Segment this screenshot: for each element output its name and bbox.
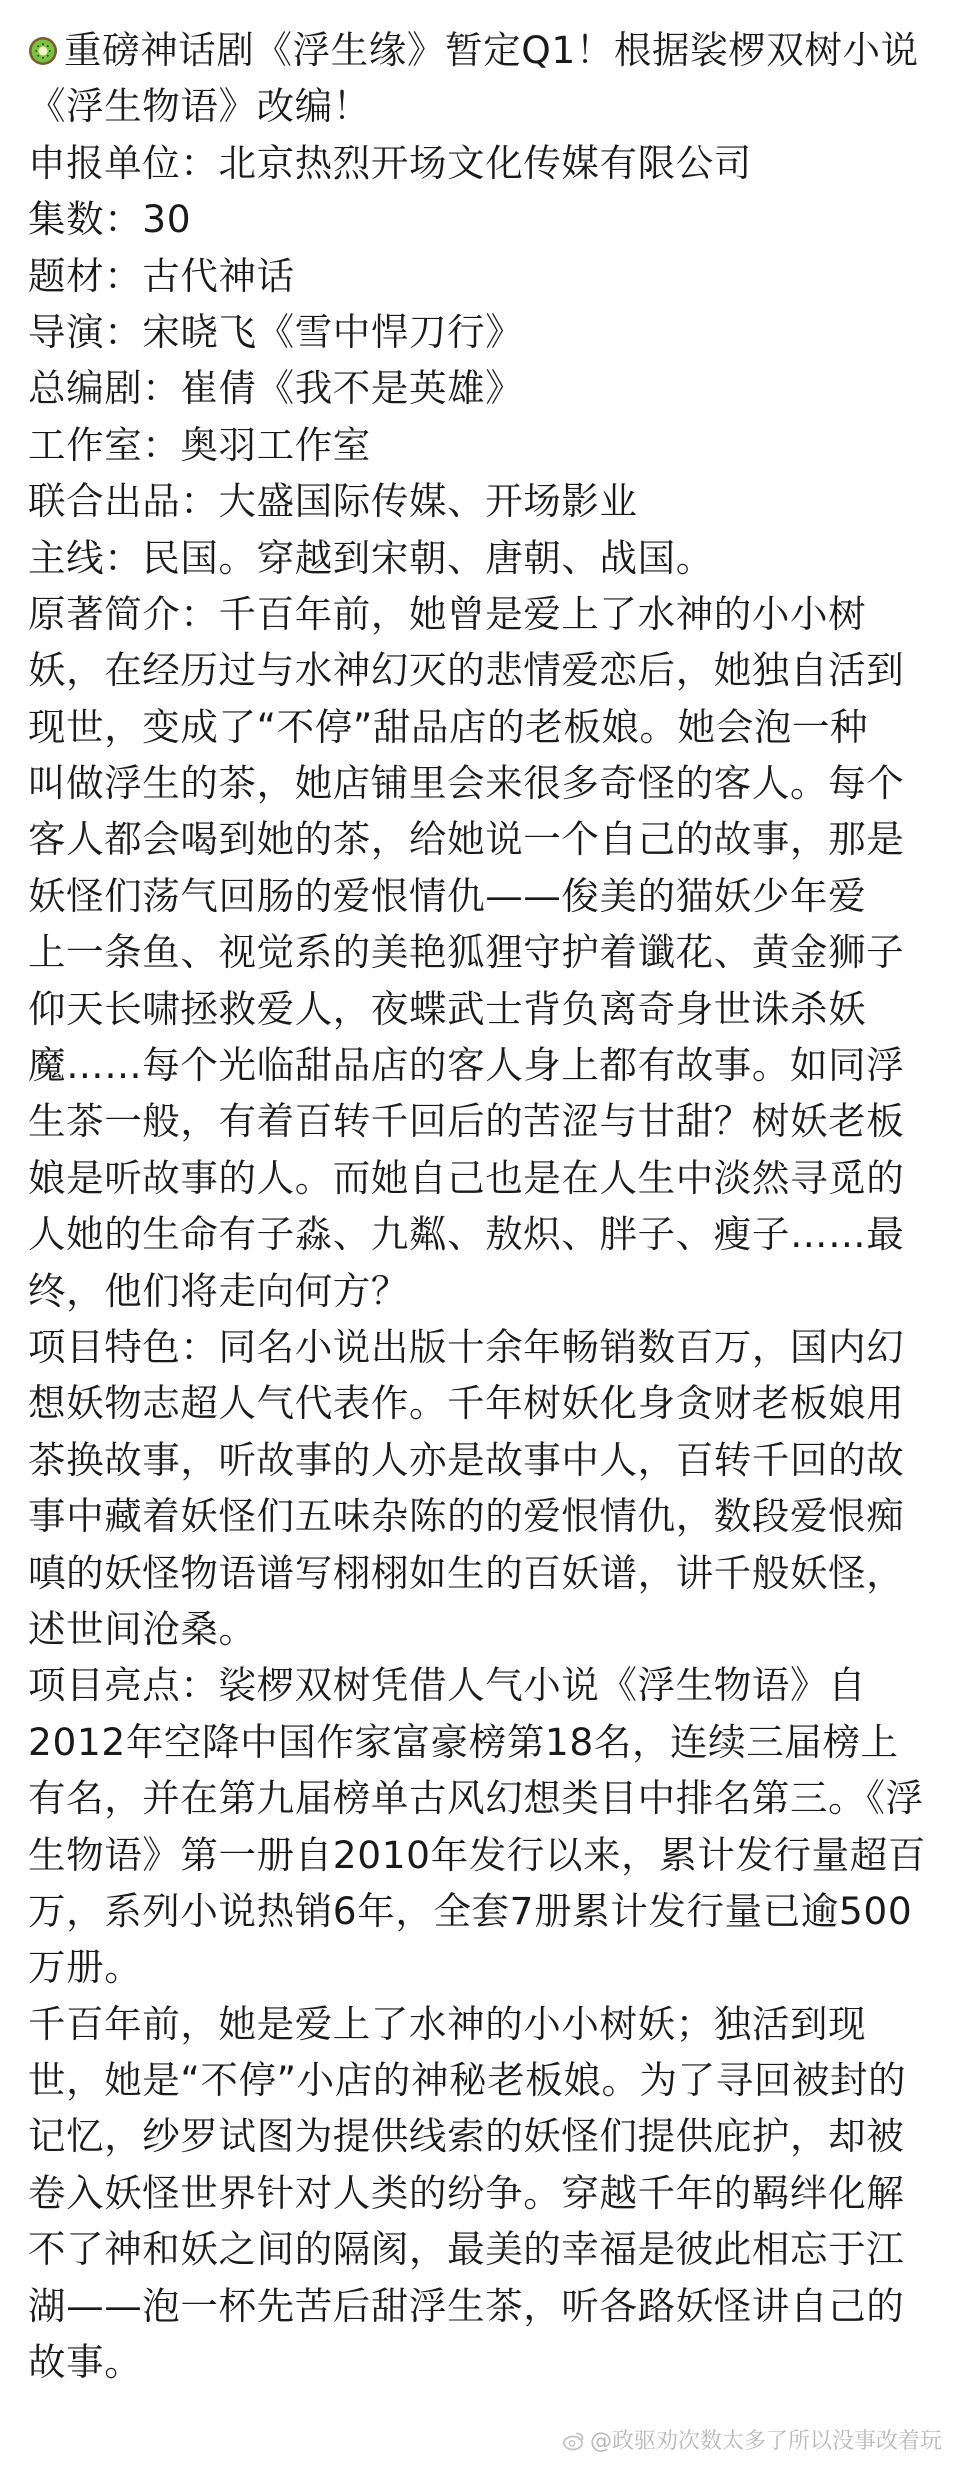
text-line: 集数：30 [28,197,192,242]
kiwi-fruit-icon [28,36,58,66]
text-line: 现世，变成了“不停”甜品店的老板娘。她会泡一种 [28,704,869,749]
text-line: 生物语》第一册自2010年发行以来，累计发行量超百 [28,1832,926,1877]
weibo-icon [562,2429,586,2453]
text-line: 娘是听故事的人。而她自己也是在人生中淡然寻觅的 [28,1155,905,1200]
text-line-title [28,22,944,78]
text-line: 主线：民国。穿越到宋朝、唐朝、战国。 [28,535,714,580]
text-line: 湖——泡一杯先苦后甜浮生茶，听各路妖怪讲自己的 [28,2283,905,2328]
text-line: 仰天长啸拯救爱人，夜蝶武士背负离奇身世诛杀妖 [28,986,867,1031]
text-line: 工作室：奥羽工作室 [28,422,371,467]
text-line: 生茶一般，有着百转千回后的苦涩与甘甜？树妖老板 [28,1099,905,1144]
text-line: 妖，在经历过与水神幻灭的悲情爱恋后，她独自活到 [28,648,905,693]
text-line: 事中藏着妖怪们五味杂陈的的爱恨情仇，数段爱恨痴 [28,1494,905,1539]
weibo-watermark [562,2427,942,2457]
text-line: 千百年前，她是爱上了水神的小小树妖；独活到现 [28,2001,867,2046]
watermark-text: @政驱劝次数太多了所以没事改着玩 [589,2429,942,2454]
text-line: 人她的生命有子淼、九粼、敖炽、胖子、瘦子……最 [28,1212,905,1257]
text-line: 记忆，纱罗试图为提供线索的妖怪们提供庇护，却被 [28,2114,905,2159]
text-line: 嗔的妖怪物语谱写栩栩如生的百妖谱，讲千般妖怪， [28,1550,905,1595]
text-line: 魔……每个光临甜品店的客人身上都有故事。如同浮 [28,1043,905,1088]
text-line: 上一条鱼、视觉系的美艳狐狸守护着谶花、黄金狮子 [28,930,905,975]
text-line: 茶换故事，听故事的人亦是故事中人，百转千回的故 [28,1437,905,1482]
text-line: 有名，并在第九届榜单古风幻想类目中排名第三。《浮 [28,1776,924,1821]
text-line: 世，她是“不停”小店的神秘老板娘。为了寻回被封的 [28,2058,907,2103]
text-line: 导演：宋晓飞《雪中悍刀行》 [28,309,524,354]
text-line: 妖怪们荡气回肠的爱恨情仇——俊美的猫妖少年爱 [28,873,867,918]
text-line: 不了神和妖之间的隔阂，最美的幸福是彼此相忘于江 [28,2227,905,2272]
post-body [28,22,944,2390]
text-line: 客人都会喝到她的茶，给她说一个自己的故事，那是 [28,817,905,862]
title-text: 重磅神话剧《浮生缘》暂定Q1！根据裟椤双树小说 [64,28,919,72]
text-line: 项目特色：同名小说出版十余年畅销数百万，国内幻 [28,1324,905,1369]
text-line: 卷入妖怪世界针对人类的纷争。穿越千年的羁绊化解 [28,2170,905,2215]
text-line: 总编剧：崔倩《我不是英雄》 [28,366,524,411]
text-line: 万册。 [28,1945,143,1990]
text-line: 题材：古代神话 [28,253,295,298]
text-line: 万，系列小说热销6年，全套7册累计发行量已逾500 [28,1888,913,1933]
text-line: 《浮生物语》改编！ [28,84,371,129]
text-line: 故事。 [28,2340,143,2385]
text-line: 叫做浮生的茶，她店铺里会来很多奇怪的客人。每个 [28,761,905,806]
text-line: 终，他们将走向何方？ [28,1268,409,1313]
text-line: 想妖物志超人气代表作。千年树妖化身贪财老板娘用 [28,1381,905,1426]
text-line: 联合出品：大盛国际传媒、开场影业 [28,479,638,524]
text-line: 2012年空降中国作家富豪榜第18名，连续三届榜上 [28,1719,899,1764]
text-line: 述世间沧桑。 [28,1606,257,1651]
text-line: 申报单位：北京热烈开场文化传媒有限公司 [28,140,752,185]
text-line: 项目亮点：裟椤双树凭借人气小说《浮生物语》自 [28,1663,867,1708]
text-line: 原著简介：千百年前，她曾是爱上了水神的小小树 [28,591,867,636]
